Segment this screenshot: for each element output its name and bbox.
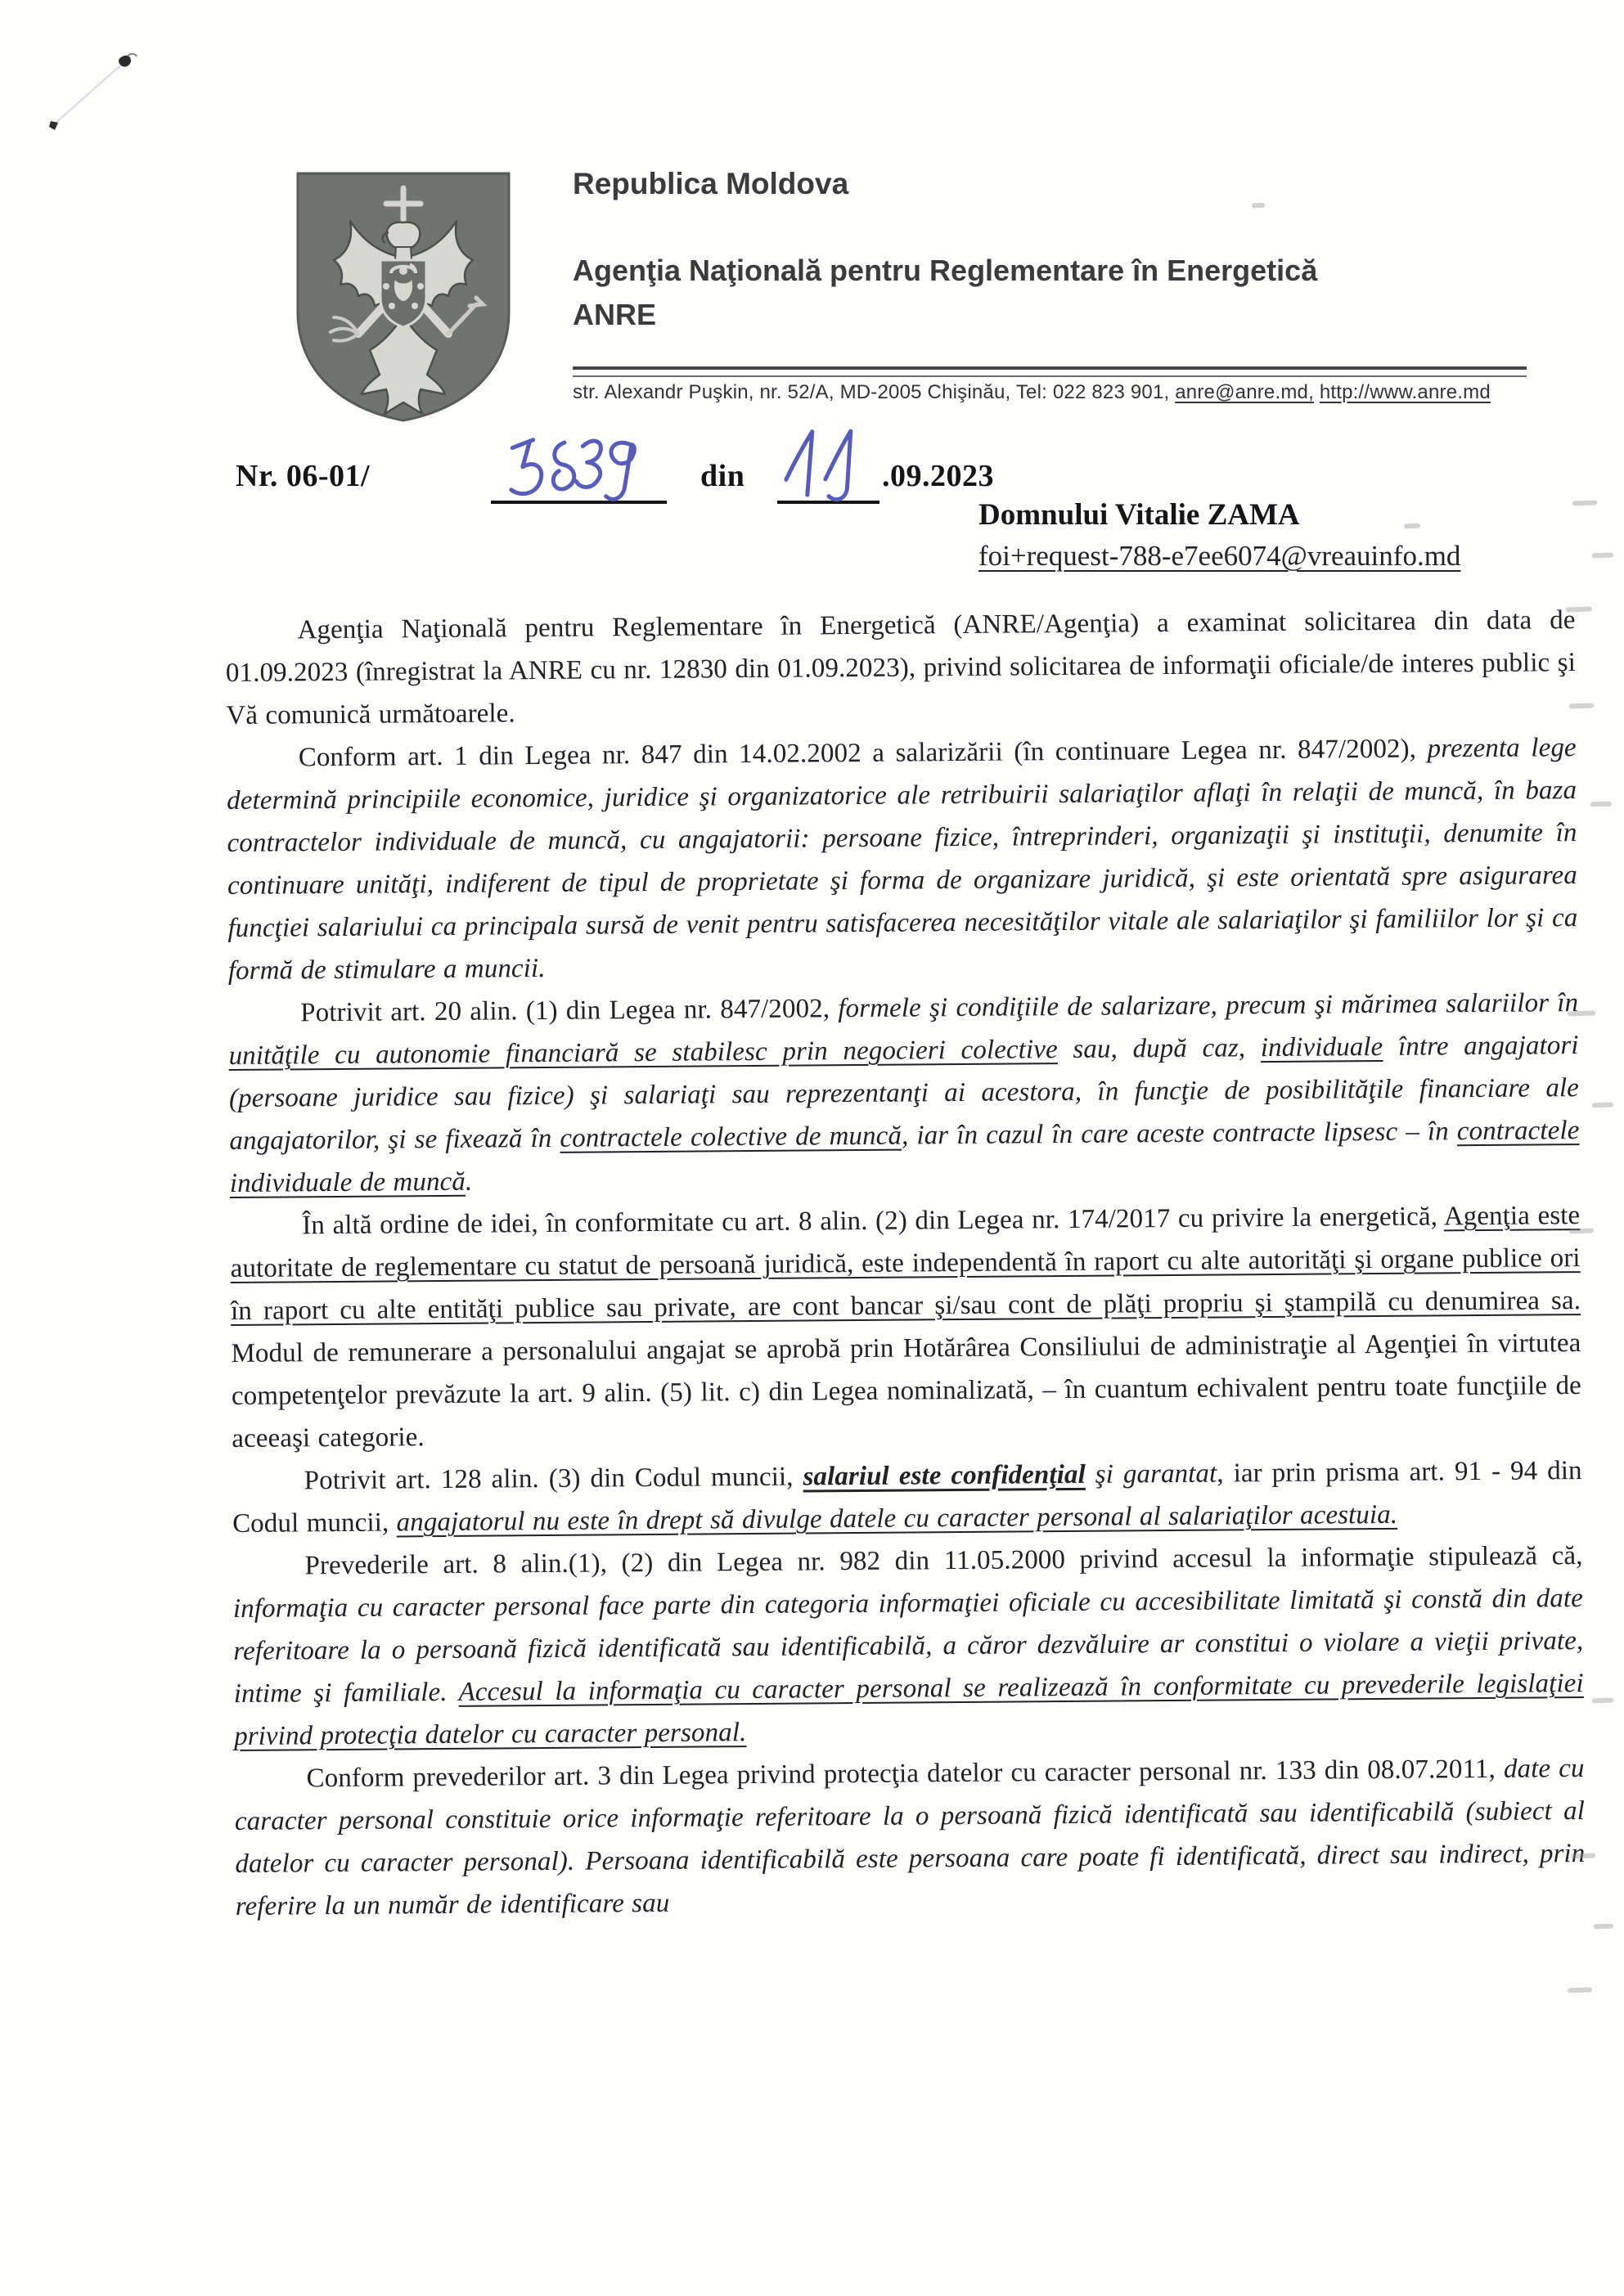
recipient-name: Domnului Vitalie ZAMA [978,498,1300,532]
agency-name: Agenţia Naţională pentru Reglementare în Energetică [573,254,1318,287]
text-run: . [465,1166,473,1197]
text-run: sau, după caz, [1057,1033,1261,1065]
text-run: Agenţia Naţională pentru Reglementare în Energetică (ANRE/Agenţia) a examinat solicitarea din data de 01.09.2023 (înregistrat la ANRE cu nr. 12830 din 01.09.2023), privind solicitarea de informaţii oficiale/de interes public şi Vă comunică următoarele. [225,605,1577,731]
scan-smudge-artifact [1568,1987,1592,1993]
text-run: Potrivit art. 20 alin. (1) din Legea nr. 847/2002, [300,994,839,1028]
scan-smudge-artifact [1569,703,1594,708]
agency-email: anre@anre.md, [1175,381,1314,403]
text-run: angajatorul nu este în drept să divulge datele cu caracter personal al salariaţilor acestuia. [396,1499,1398,1538]
text-run: formele şi condiţiile de salarizare, precum şi mărimea salariilor în [838,988,1579,1024]
scan-smudge-artifact [1571,1853,1595,1858]
body-paragraph [227,726,1578,992]
scan-smudge-artifact [1572,500,1597,505]
agency-abbreviation: ANRE [573,298,657,331]
text-run: informaţia cu caracter personal face parte din categoria informaţiei oficiale cu accesibilitate limitată şi constă din date referitoare la o persoană fizică identificată sau identificabilă, a căror dezvăluire ar constitui o violare a vieţii private, intime şi familiale. [232,1584,1584,1710]
body-paragraph [228,982,1580,1205]
text-run: prezenta lege determină principiile economice, juridice şi organizatorice ale retribuirii salariaţilor aflaţi în relaţii de muncă, în baza contractelor individuale de muncă, cu angajatorii: persoane fizice, întreprinderi, organizaţii şi instituţii, denumite în continuare unităţi, indiferent de tipul de proprietate şi forma de organizare juridică, şi este orientată spre asigurarea funcţiei salariului ca principala sursă de venit pentru satisfacerea necesităţilor vitale ale salariaţilor şi familiilor lor şi ca formă de stimulare a muncii. [227,733,1578,986]
scan-smudge-artifact [1592,1698,1613,1704]
text-run: contractele colective de muncă [560,1121,902,1153]
text-run: Prevederile art. 8 alin.(1), (2) din Legea nr. 982 din 11.05.2000 privind accesul la informaţie stipulează că, [304,1541,1583,1581]
text-run: Accesul la informaţia cu caracter personal se realizează în conformitate cu prevederile legislaţiei privind protecţia datelor cu caracter personal. [234,1669,1584,1752]
address-text: str. Alexandr Puşkin, nr. 52/A, MD-2005 Chişinău, Tel: 022 823 901, [573,381,1176,403]
text-run: între angajatori (persoane juridice sau fizice) şi salariaţi sau reprezentanţi ai acestora, în funcţie de posibilităţile financiare ale angajatorilor, şi se fixează în [228,1031,1580,1157]
letter-body [225,599,1586,1928]
text-run: Modul de remunerare a personalului angajat se aprobă prin Hotărârea Consiliului de administraţie al Agenţiei în virtutea competenţelor prevăzute la art. 9 alin. (5) lit. c) din Legea nominalizată, – în cuantum echivalent pentru toate funcţiile de aceeaşi categorie. [231,1328,1581,1454]
reference-date-suffix: .09.2023 [882,459,994,493]
body-paragraph [225,599,1576,737]
body-paragraph [230,1194,1581,1460]
agency-website: http://www.anre.md [1319,381,1491,403]
body-paragraph [232,1449,1583,1545]
text-run: individuale [1260,1031,1383,1063]
text-run: şi garantat [1085,1458,1217,1489]
text-run: contractele individuale de muncă [229,1116,1580,1199]
moldova-coat-of-arms [280,160,527,430]
handwritten-registration-number [482,417,676,516]
agency-address-line [573,381,1491,404]
body-paragraph [234,1747,1586,1928]
reference-din-label: din [700,459,745,493]
scan-crease-artifact [33,33,172,155]
aurochs-shield-icon [380,260,426,327]
address-space [1314,381,1320,403]
body-paragraph [232,1534,1584,1758]
text-run: , iar prin prisma art. 91 - 94 din Codul muncii, [232,1456,1582,1539]
scan-smudge-artifact [1592,1103,1613,1108]
scan-smudge-artifact [1252,203,1265,209]
scan-smudge-artifact [1590,802,1612,807]
scan-smudge-artifact [1404,523,1420,529]
text-run: , iar în cazul în care aceste contracte lipsesc – în [901,1117,1457,1151]
text-run: Conform art. 1 din Legea nr. 847 din 14.02.2002 a salarizării (în continuare Legea nr. 847/2002), [298,734,1428,773]
reference-number-prefix: Nr. 06-01/ [236,459,371,493]
text-run: Agenţia este autoritate de reglementare cu statut de persoană juridică, este independentă în raport cu alte autorităţi şi organe publice ori în raport cu alte entităţi publice sau private, are cont bancar şi/sau cont de plăţi propriu şi ştampilă cu denumirea sa. [230,1201,1581,1327]
scan-smudge-artifact [1568,1010,1595,1016]
text-run: date cu caracter personal constituie orice informaţie referitoare la o persoană fizică identificată sau identificabilă (subiect al datelor cu caracter personal). Persoana identificabilă este persoana care poate fi identificată, direct sau indirect, prin referire la un număr de identificare sau [234,1754,1586,1922]
text-run: unităţile cu autonomie financiară se stabilesc prin negocieri colective [228,1035,1058,1072]
text-run: În altă ordine de idei, în conformitate cu art. 8 alin. (2) din Legea nr. 174/2017 cu privire la energetică, [302,1202,1444,1241]
text-run: salariul este confidenţial [803,1459,1086,1492]
letterhead-divider [573,366,1527,377]
recipient-email: foi+request-788-e7ee6074@vreauinfo.md [978,540,1461,572]
scan-smudge-artifact [1569,1228,1594,1233]
country-name: Republica Moldova [573,167,849,200]
scan-smudge-artifact [1566,606,1592,612]
handwritten-day [767,416,878,516]
scan-smudge-artifact [1594,1924,1613,1930]
scan-smudge-artifact [1592,553,1613,559]
text-run: Conform prevederilor art. 3 din Legea privind protecţia datelor cu caracter personal nr. 133 din 08.07.2011, [306,1754,1505,1794]
text-run: Potrivit art. 128 alin. (3) din Codul muncii, [304,1462,803,1496]
